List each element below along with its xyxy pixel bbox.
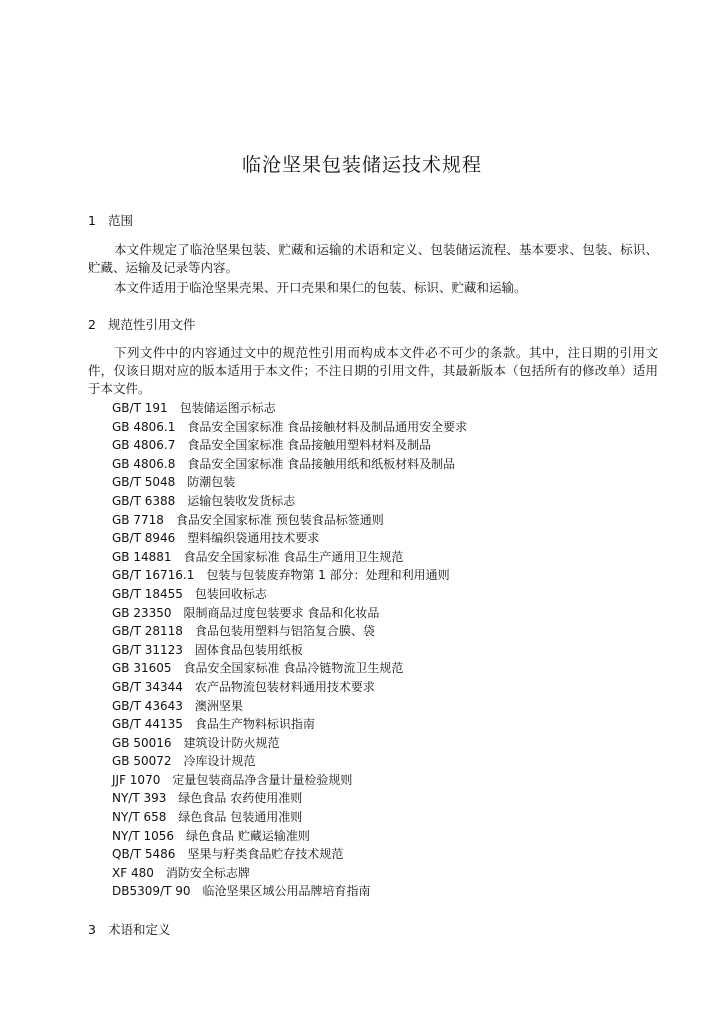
reference-item: [112, 585, 467, 604]
reference-item: [112, 492, 467, 511]
reference-item: [112, 604, 467, 623]
reference-item: [112, 436, 467, 455]
reference-item: [112, 455, 467, 474]
reference-item: [112, 771, 467, 790]
reference-item: [112, 548, 467, 567]
reference-item: [112, 641, 467, 660]
reference-code: NY/T 658: [112, 810, 167, 825]
reference-item: [112, 808, 467, 827]
reference-item: [112, 752, 467, 771]
reference-code: GB/T 16716.1: [112, 568, 195, 583]
reference-code: GB/T 44135: [112, 717, 183, 732]
reference-title: 绿色食品 贮藏运输准则: [186, 828, 310, 843]
reference-code: QB/T 5486: [112, 847, 176, 862]
section-1-heading: [88, 211, 133, 229]
reference-code: GB/T 28118: [112, 624, 183, 639]
reference-title: 冷库设计规范: [183, 754, 256, 769]
reference-item: [112, 697, 467, 716]
reference-code: GB 50016: [112, 735, 172, 750]
reference-code: JJF 1070: [112, 772, 161, 787]
reference-code: NY/T 1056: [112, 828, 175, 843]
reference-item: [112, 659, 467, 678]
reference-title: 澳洲坚果: [194, 698, 243, 713]
reference-code: GB/T 34344: [112, 679, 183, 694]
reference-title: 包装与包装废弃物第 1 部分：处理和利用通则: [206, 568, 450, 583]
reference-title: 建筑设计防火规范: [183, 735, 280, 750]
section-1-paragraph-2: 本文件适用于临沧坚果壳果、开口壳果和果仁的包装、标识、贮藏和运输。: [114, 280, 527, 295]
reference-title: 绿色食品 包装通用准则: [178, 810, 303, 825]
reference-code: GB 4806.1: [112, 419, 176, 434]
reference-code: GB/T 43643: [112, 698, 183, 713]
reference-title: 食品安全国家标准 食品冷链物流卫生规范: [183, 661, 404, 676]
reference-item: [112, 882, 467, 901]
reference-title: 食品安全国家标准 食品生产通用卫生规范: [183, 549, 404, 564]
section-number: 2: [88, 317, 96, 332]
reference-title: 临沧坚果区域公用品牌培育指南: [202, 884, 371, 899]
normative-references-list: [112, 399, 467, 901]
reference-title: 食品安全国家标准 食品接触材料及制品通用安全要求: [187, 419, 468, 434]
reference-code: GB 31605: [112, 661, 172, 676]
reference-code: GB 14881: [112, 549, 172, 564]
reference-title: 塑料编织袋通用技术要求: [187, 531, 320, 546]
reference-title: 防潮包装: [187, 475, 236, 490]
reference-item: [112, 789, 467, 808]
document-title: 临沧坚果包装储运技术规程: [241, 154, 482, 176]
reference-code: GB/T 5048: [112, 475, 176, 490]
reference-code: GB/T 31123: [112, 642, 183, 657]
reference-item: [112, 399, 467, 418]
reference-code: GB 4806.7: [112, 438, 176, 453]
section-3-heading: [88, 920, 171, 938]
section-2-heading: [88, 315, 196, 333]
reference-title: 包装储运图示标志: [179, 401, 276, 415]
reference-item: [112, 734, 467, 753]
reference-title: 限制商品过度包装要求 食品和化妆品: [183, 605, 380, 620]
reference-title: 食品生产物料标识指南: [194, 717, 315, 732]
reference-item: [112, 845, 467, 864]
reference-code: GB/T 18455: [112, 586, 183, 601]
reference-code: NY/T 393: [112, 791, 167, 806]
reference-code: GB 23350: [112, 605, 172, 620]
section-1-paragraph-1: 本文件规定了临沧坚果包装、贮藏和运输的术语和定义、包装储运流程、基本要求、包装、标识、贮藏、运输及记录等内容。: [88, 242, 658, 275]
reference-title: 消防安全标志牌: [165, 865, 250, 880]
reference-item: [112, 473, 467, 492]
reference-title: 绿色食品 农药使用准则: [178, 791, 303, 806]
reference-item: [112, 418, 467, 437]
reference-title: 定量包装商品净含量计量检验规则: [172, 772, 353, 787]
reference-title: 坚果与籽类食品贮存技术规范: [187, 847, 344, 862]
reference-title: 包装回收标志: [194, 586, 267, 601]
reference-item: [112, 622, 467, 641]
reference-item: [112, 678, 467, 697]
reference-title: 食品安全国家标准 食品接触用纸和纸板材料及制品: [187, 456, 456, 471]
reference-code: GB/T 8946: [112, 531, 176, 546]
reference-item: [112, 864, 467, 883]
reference-title: 食品安全国家标准 预包装食品标签通则: [175, 512, 384, 527]
reference-title: 农产品物流包装材料通用技术要求: [194, 679, 375, 694]
reference-item: [112, 529, 467, 548]
reference-code: GB 7718: [112, 512, 164, 527]
section-title: 规范性引用文件: [108, 317, 196, 332]
section-number: 1: [88, 213, 96, 228]
section-title: 术语和定义: [108, 922, 171, 937]
reference-item: [112, 566, 467, 585]
reference-item: [112, 827, 467, 846]
reference-item: [112, 715, 467, 734]
reference-title: 固体食品包装用纸板: [194, 642, 303, 657]
reference-code: GB/T 6388: [112, 493, 176, 508]
reference-title: 食品包装用塑料与铝箔复合膜、袋: [194, 624, 375, 639]
section-2-paragraph-1: 下列文件中的内容通过文中的规范性引用而构成本文件必不可少的条款。其中，注日期的引用文件，仅该日期对应的版本适用于本文件；不注日期的引用文件，其最新版本（包括所有的修改单）适用于本文件。: [88, 345, 658, 396]
reference-item: [112, 511, 467, 530]
reference-code: GB 4806.8: [112, 456, 176, 471]
section-number: 3: [88, 922, 96, 937]
reference-code: GB/T 191: [112, 401, 168, 415]
reference-code: XF 480: [112, 865, 154, 880]
reference-code: DB5309/T 90: [112, 884, 191, 899]
reference-title: 食品安全国家标准 食品接触用塑料材料及制品: [187, 438, 432, 453]
section-title: 范围: [108, 213, 134, 228]
reference-title: 运输包装收发货标志: [187, 493, 296, 508]
reference-code: GB 50072: [112, 754, 172, 769]
